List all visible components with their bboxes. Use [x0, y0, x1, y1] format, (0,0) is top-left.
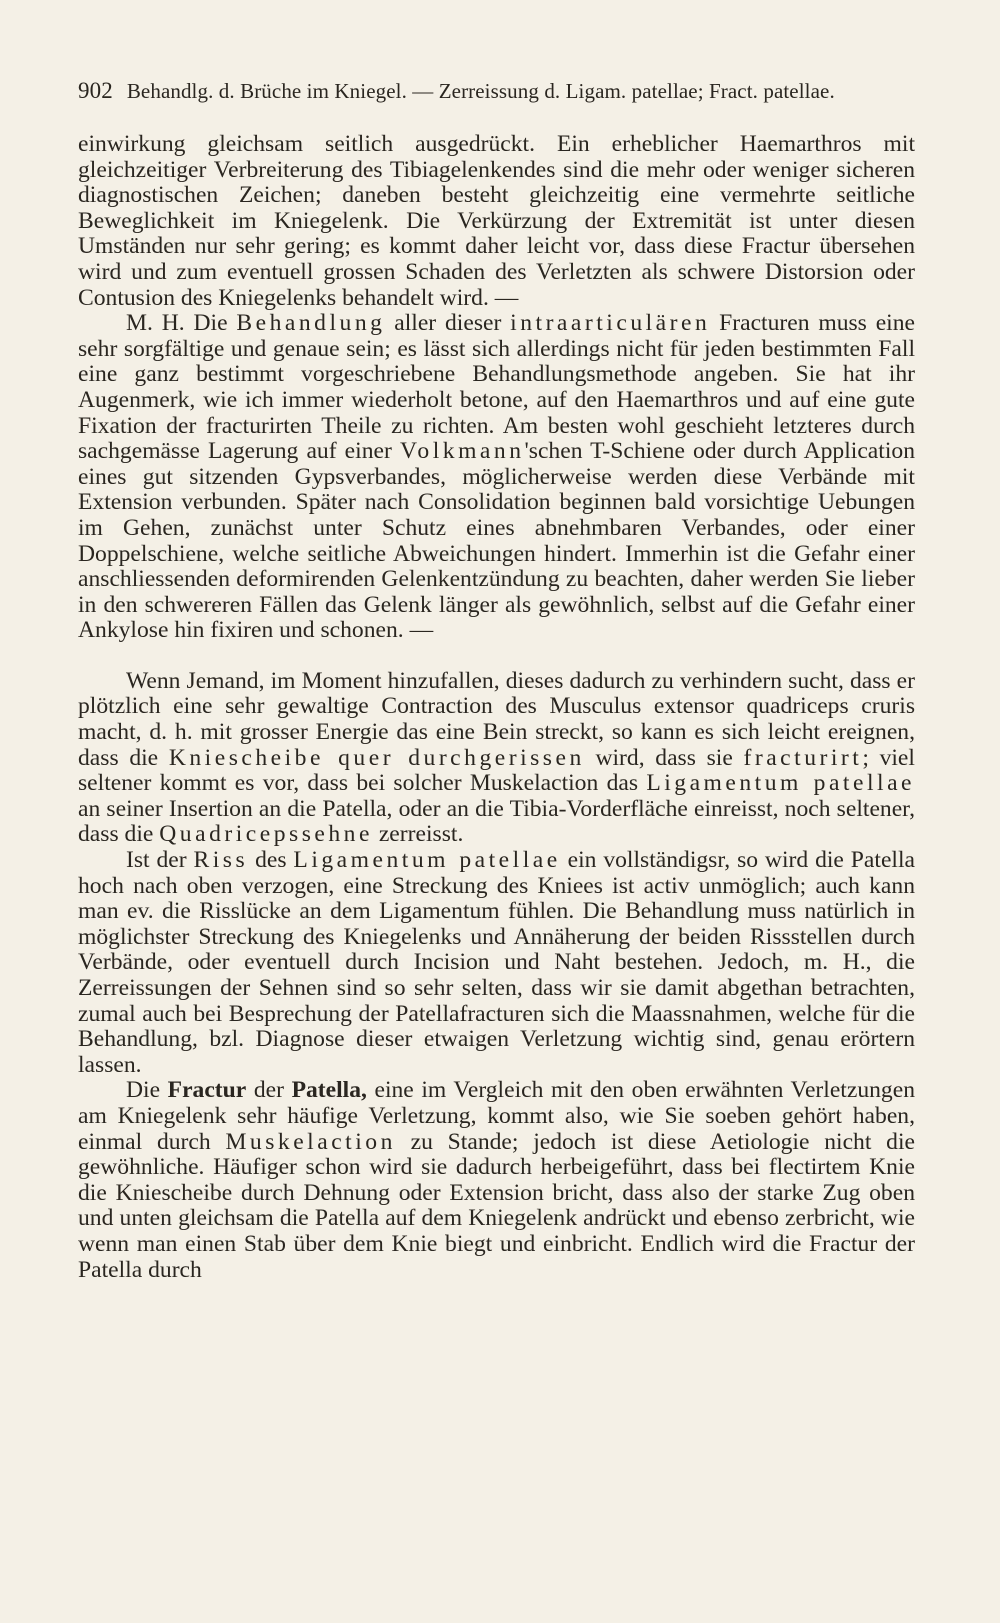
paragraph-2-text-a: M. H. Die	[126, 310, 237, 337]
paragraph-3-text-i: zerreisst.	[372, 821, 464, 848]
paragraph-5-text-a: Die	[126, 1077, 168, 1104]
paragraph-4	[78, 848, 915, 1078]
paragraph-1	[78, 132, 915, 311]
spaced-name-volkmann: Volkmann	[399, 438, 525, 465]
spaced-term-muskelaction: Muskelaction	[225, 1128, 396, 1155]
paragraph-2-text-c: aller dieser	[385, 310, 511, 337]
paragraph-2-text-e: Fracturen muss eine sehr sorgfältige und genaue sein; es lässt sich allerdings nicht für jeden bestimmten Fall eine ganz bestimmt vorgeschriebene Behandlungsmethode angeben. Sie hat ihr Augenmerk, wie ich immer wiederholt betone, auf den Haemarthros und auf eine gute Fixation der fracturirten Theile zu richten. Am besten wohl geschieht letzteres durch sachgemässe Lagerung auf einer	[78, 310, 915, 465]
spaced-term-ligamentum-patellae: Ligamentum patellae	[646, 770, 916, 797]
paragraph-4-text-e: ein vollständigsr, so wird die Patella hoch nach oben verzogen, eine Streckung des Kniees ist activ unmöglich; auch kann man ev. die Risslücke an dem Ligamentum fühlen. Die Behandlung muss natürlich in möglichster Streckung des Kniegelenks und Annäherung der beiden Rissstellen durch Verbände, oder eventuell durch Incision und Naht bestehen. Jedoch, m. H., die Zerreissungen der Sehnen sind so sehr selten, dass wir sie damit abgethan betrachten, zumal auch bei Besprechung der Patellafracturen sich die Maassnahmen, welche für die Behandlung, bzl. Diagnose dieser etwaigen Verletzung wichtig sind, genau erörtern lassen.	[78, 847, 915, 1078]
paragraph-5-text-e: eine im Vergleich mit den oben erwähnten Verletzungen am Kniegelenk sehr häufige Verletzung, kommt also, wie Sie soeben gehört haben, einmal durch	[78, 1077, 915, 1155]
paragraph-2	[78, 311, 915, 644]
paragraph-5-text-c: der	[246, 1077, 292, 1104]
body-text	[78, 132, 915, 1283]
paragraph-2-text-g: 'schen T-Schiene oder durch Application eines gut sitzenden Gypsverbandes, möglicherweise werden diese Verbände mit Extension verbunden. Später nach Consolidation beginnen bald vorsichtige Uebungen im Gehen, zunächst unter Schutz eines abnehmbaren Verbandes, oder einer Doppelschiene, welche seitliche Abweichungen hindert. Immerhin ist die Gefahr einer anschliessenden deformirenden Gelenkentzündung zu beachten, daher werden Sie lieber in den schwereren Fällen das Gelenk länger als gewöhnlich, selbst auf die Gefahr einer Ankylose hin fixiren und schonen. —	[78, 438, 915, 644]
paragraph-3	[78, 669, 915, 848]
page-number: 902	[78, 78, 113, 103]
paragraph-4-text-a: Ist der	[126, 847, 194, 874]
paragraph-3-text-g: an seiner Insertion an die Patella, oder an die Tibia-Vorderfläche einreisst, noch seltener, dass die	[78, 795, 915, 848]
spaced-term-fracturirt: fracturirt	[743, 744, 863, 771]
bold-term-fractur: Fractur	[167, 1077, 247, 1104]
running-header	[78, 78, 915, 104]
paragraph-3-text-e: ; viel seltener kommt es vor, dass bei solcher Muskelaction das	[78, 744, 915, 797]
spaced-term-ligamentum-patellae-2: Ligamentum patellae	[293, 847, 561, 874]
spaced-term-kniescheibe: Kniescheibe quer durchgerissen	[168, 744, 585, 771]
paragraph-1-text: einwirkung gleichsam seitlich ausgedrückt. Ein erheblicher Haemarthros mit gleichzeitiger Verbreiterung des Tibiagelenkendes sind die mehr oder weniger sicheren diagnostischen Zeichen; daneben besteht gleichzeitig eine vermehrte seitliche Beweglichkeit im Kniegelenk. Die Verkürzung der Extremität ist unter diesen Umständen nur sehr gering; es kommt daher leicht vor, dass diese Fractur übersehen wird und zum eventuell grossen Schaden des Verletzten als schwere Distorsion oder Contusion des Kniegelenks behandelt wird. —	[78, 131, 915, 311]
spaced-term-riss: Riss	[193, 847, 249, 874]
paragraph-5-text-g: zu Stande; jedoch ist diese Aetiologie nicht die gewöhnliche. Häufiger schon wird sie dadurch herbeigeführt, dass bei flectirtem Knie die Kniescheibe durch Dehnung oder Extension bricht, dass also der starke Zug oben und unten gleichsam die Patella auf dem Kniegelenk andrückt und ebenso zerbricht, wie wenn man einen Stab über dem Knie biegt und einbricht. Endlich wird die Fractur der Patella durch	[78, 1128, 915, 1283]
paragraph-3-text-c: wird, dass sie	[584, 744, 744, 771]
running-title: Behandlg. d. Brüche im Kniegel. — Zerreissung d. Ligam. patellae; Fract. patellae.	[126, 79, 835, 103]
bold-term-patella: Patella,	[291, 1077, 367, 1104]
paragraph-4-text-c: des	[248, 847, 294, 874]
spaced-term-behandlung: Behandlung	[236, 310, 386, 337]
paragraph-5	[78, 1078, 915, 1283]
spaced-term-intraarticulaeren: intraarticulären	[510, 310, 711, 337]
paragraph-3-text-a: Wenn Jemand, im Moment hinzufallen, dieses dadurch zu verhindern sucht, dass er plötzlich eine sehr gewaltige Contraction des Musculus extensor quadriceps cruris macht, d. h. mit grosser Energie das eine Bein streckt, so kann es sich leicht ereignen, dass die	[78, 667, 915, 771]
spaced-term-quadricepssehne: Quadricepssehne	[159, 821, 373, 848]
